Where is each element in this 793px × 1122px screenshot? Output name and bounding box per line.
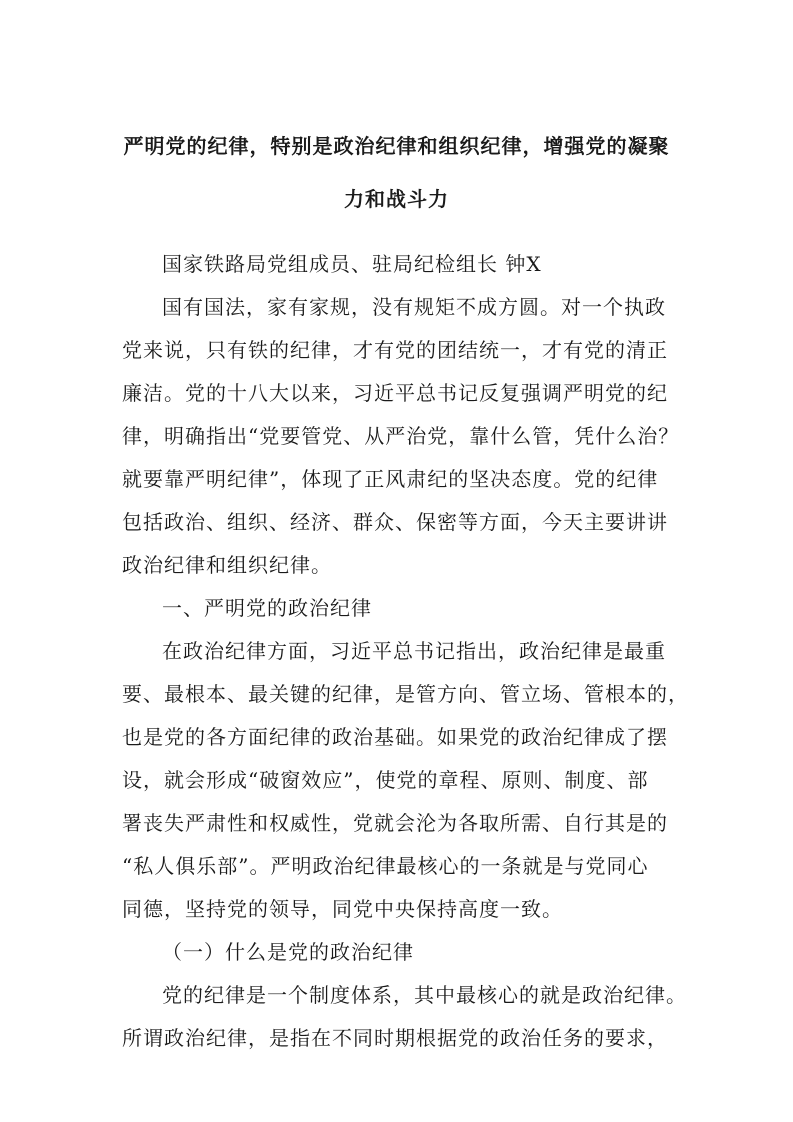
- document-title-line-2: 力和战斗力: [344, 187, 449, 211]
- paragraph-line: 在政治纪律方面，习近平总书记指出，政治纪律是最重: [162, 639, 666, 663]
- paragraph-line: 国有国法，家有家规，没有规矩不成方圆。对一个执政: [162, 295, 666, 319]
- paragraph-line: 党来说，只有铁的纪律，才有党的团结统一，才有党的清正: [122, 338, 668, 362]
- paragraph-line: 所谓政治纪律，是指在不同时期根据党的政治任务的要求，: [122, 1026, 668, 1050]
- paragraph-line: 要、最根本、最关键的纪律，是管方向、管立场、管根本的，: [122, 682, 689, 706]
- author-line: 国家铁路局党组成员、驻局纪检组长 钟X: [162, 252, 542, 276]
- paragraph-line: 包括政治、组织、经济、群众、保密等方面，今天主要讲讲: [122, 510, 668, 534]
- paragraph-line: 政治纪律和组织纪律。: [122, 553, 332, 577]
- paragraph-line: 就要靠严明纪律”，体现了正风肃纪的坚决态度。党的纪律: [122, 467, 659, 491]
- paragraph-line: 廉洁。党的十八大以来，习近平总书记反复强调严明党的纪: [122, 381, 668, 405]
- section-heading: 一、严明党的政治纪律: [162, 596, 372, 620]
- paragraph-line: 署丧失严肃性和权威性，党就会沦为各取所需、自行其是的: [122, 811, 668, 835]
- paragraph-line: 律，明确指出“党要管党、从严治党，靠什么管，凭什么治？: [122, 424, 680, 448]
- paragraph-line: 也是党的各方面纪律的政治基础。如果党的政治纪律成了摆: [122, 725, 668, 749]
- subsection-heading: （一）什么是党的政治纪律: [162, 940, 414, 964]
- paragraph-line: “私人俱乐部”。严明政治纪律最核心的一条就是与党同心: [122, 854, 649, 878]
- paragraph-line: 同德，坚持党的领导，同党中央保持高度一致。: [122, 897, 563, 921]
- paragraph-line: 设，就会形成“破窗效应”，使党的章程、原则、制度、部: [122, 768, 649, 792]
- document-title-line-1: 严明党的纪律，特别是政治纪律和组织纪律，增强党的凝聚: [123, 134, 670, 158]
- paragraph-line: 党的纪律是一个制度体系，其中最核心的就是政治纪律。: [162, 983, 687, 1007]
